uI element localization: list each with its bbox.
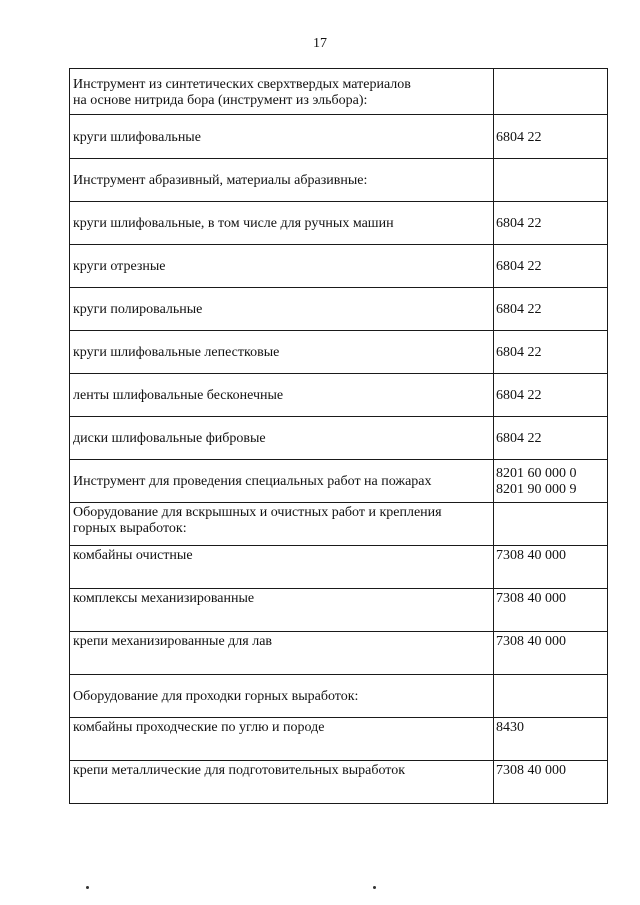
item-code-cell [494, 761, 608, 804]
item-name-line: круги полировальные [73, 302, 203, 317]
page-number: 17 [313, 36, 327, 51]
table-row [70, 546, 608, 589]
table-row [70, 115, 608, 159]
item-name-line: Инструмент для проведения специальных работ на пожарах [73, 474, 432, 489]
item-code-line: 6804 22 [496, 388, 542, 403]
item-name-line: крепи металлические для подготовительных выработок [73, 763, 406, 778]
item-code-cell [494, 546, 608, 589]
item-code-line: 7308 40 000 [496, 634, 566, 649]
item-code-line: 7308 40 000 [496, 763, 566, 778]
item-code-line: 6804 22 [496, 431, 542, 446]
item-name-line: Оборудование для проходки горных выработок: [73, 689, 359, 704]
item-name-cell [70, 115, 494, 159]
item-name-line: круги шлифовальные, в том числе для ручных машин [73, 216, 394, 231]
item-code-cell [494, 69, 608, 115]
item-name-line: горных выработок: [73, 521, 187, 536]
classification-table-body [70, 69, 608, 804]
item-name-cell [70, 632, 494, 675]
item-name-cell [70, 245, 494, 288]
table-row [70, 331, 608, 374]
item-name-line: круги шлифовальные [73, 129, 201, 145]
item-code-cell [494, 675, 608, 718]
item-code-line: 6804 22 [496, 129, 542, 145]
item-name-cell [70, 69, 494, 115]
table-row [70, 159, 608, 202]
item-code-cell [494, 417, 608, 460]
item-name-line: крепи механизированные для лав [73, 634, 273, 649]
item-name-cell [70, 202, 494, 245]
item-code-line: 6804 22 [496, 259, 542, 274]
scan-speck [86, 886, 89, 889]
table-row [70, 503, 608, 546]
item-code-line: 6804 22 [496, 216, 542, 231]
table-row [70, 718, 608, 761]
item-code-line: 7308 40 000 [496, 591, 566, 606]
item-code-cell [494, 374, 608, 417]
item-name-line: ленты шлифовальные бесконечные [73, 388, 284, 403]
item-name-cell [70, 331, 494, 374]
item-code-cell [494, 159, 608, 202]
table-row [70, 245, 608, 288]
table-row [70, 417, 608, 460]
scan-speck [373, 886, 376, 889]
item-code-cell [494, 632, 608, 675]
item-name-line: на основе нитрида бора (инструмент из эльбора): [73, 92, 368, 108]
item-name-line: Инструмент из синтетических сверхтвердых материалов [73, 76, 411, 92]
item-code-line: 6804 22 [496, 345, 542, 360]
item-code-cell [494, 288, 608, 331]
item-name-cell [70, 460, 494, 503]
item-code-line: 8430 [496, 720, 524, 735]
table-row [70, 632, 608, 675]
item-name-line: комбайны очистные [73, 548, 193, 563]
item-name-cell [70, 718, 494, 761]
table-row [70, 288, 608, 331]
item-code-line: 8201 90 000 9 [496, 482, 577, 497]
item-code-cell [494, 331, 608, 374]
table-row [70, 675, 608, 718]
item-name-line: круги отрезные [73, 259, 166, 274]
table-row [70, 374, 608, 417]
table-row [70, 589, 608, 632]
item-name-cell [70, 159, 494, 202]
item-name-cell [70, 288, 494, 331]
item-name-cell [70, 546, 494, 589]
item-code-line: 8201 60 000 0 [496, 466, 577, 481]
item-name-cell [70, 589, 494, 632]
item-code-cell [494, 503, 608, 546]
item-name-line: Инструмент абразивный, материалы абразивные: [73, 173, 368, 188]
item-name-line: круги шлифовальные лепестковые [73, 345, 280, 360]
item-code-cell [494, 718, 608, 761]
table-row [70, 460, 608, 503]
item-code-line: 6804 22 [496, 302, 542, 317]
item-code-cell [494, 589, 608, 632]
table-row [70, 761, 608, 804]
item-name-line: комбайны проходческие по углю и породе [73, 720, 325, 735]
item-name-cell [70, 417, 494, 460]
item-name-cell [70, 503, 494, 546]
item-code-line: 7308 40 000 [496, 548, 566, 563]
item-name-cell [70, 761, 494, 804]
item-code-cell [494, 460, 608, 503]
item-code-cell [494, 245, 608, 288]
item-name-line: Оборудование для вскрышных и очистных работ и крепления [73, 505, 442, 520]
item-name-cell [70, 675, 494, 718]
item-name-line: комплексы механизированные [73, 591, 255, 606]
table-row [70, 202, 608, 245]
item-name-cell [70, 374, 494, 417]
table-row [70, 69, 608, 115]
classification-table [69, 68, 608, 804]
item-code-cell [494, 115, 608, 159]
item-code-cell [494, 202, 608, 245]
item-name-line: диски шлифовальные фибровые [73, 431, 266, 446]
